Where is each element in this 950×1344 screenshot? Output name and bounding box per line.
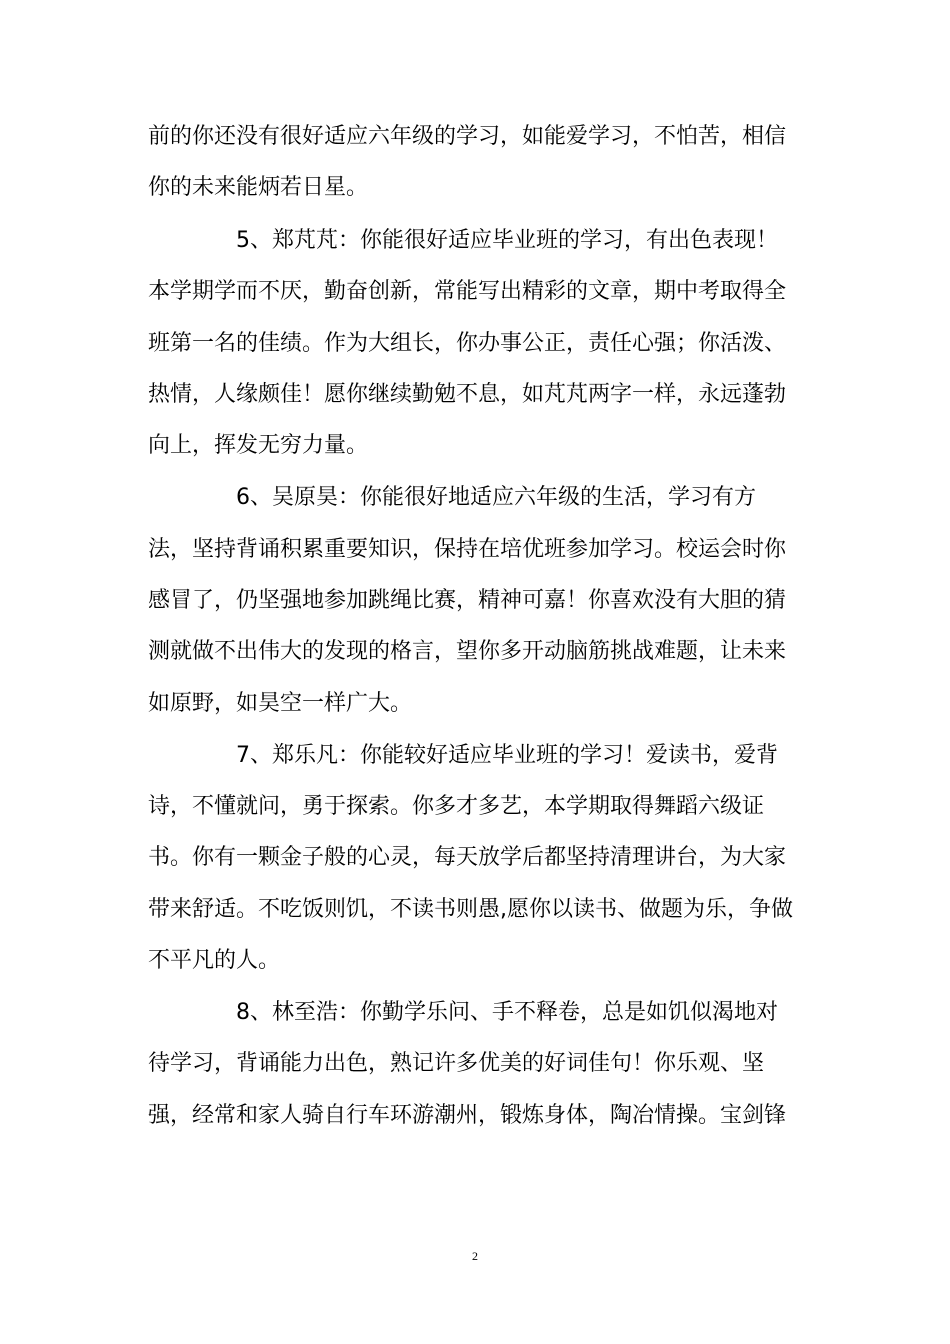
- page-number: 2: [472, 1249, 478, 1263]
- text-line: 待学习，背诵能力出色，熟记许多优美的好词佳句！你乐观、坚: [148, 1051, 765, 1076]
- text-line: 向上，挥发无穷力量。: [148, 433, 369, 458]
- text-line: 带来舒适。不吃饭则饥，不读书则愚,愿你以读书、做题为乐，争做: [148, 897, 793, 922]
- text-line: 感冒了，仍坚强地参加跳绳比赛，精神可嘉！你喜欢没有大胆的猜: [148, 588, 787, 613]
- text-line: 书。你有一颗金子般的心灵，每天放学后都坚持清理讲台，为大家: [148, 845, 787, 870]
- paragraph-6-first-line: 6、吴原昊：你能很好地适应六年级的生活，学习有方: [236, 485, 756, 510]
- text-line: 本学期学而不厌，勤奋创新，常能写出精彩的文章，期中考取得全: [148, 279, 787, 304]
- paragraph-8-first-line: 8、林至浩：你勤学乐问、手不释卷，总是如饥似渴地对: [236, 1000, 778, 1025]
- text-line: 如原野，如昊空一样广大。: [148, 691, 413, 716]
- text-line: 前的你还没有很好适应六年级的学习，如能爱学习，不怕苦，相信: [148, 124, 787, 149]
- paragraph-5-first-line: 5、郑芃芃：你能很好适应毕业班的学习，有出色表现！: [236, 228, 778, 253]
- text-line: 班第一名的佳绩。作为大组长，你办事公正，责任心强；你活泼、: [148, 331, 787, 356]
- text-line: 热情，人缘颇佳！愿你继续勤勉不息，如芃芃两字一样，永远蓬勃: [148, 382, 787, 407]
- text-line: 法，坚持背诵积累重要知识，保持在培优班参加学习。校运会时你: [148, 537, 787, 562]
- paragraph-7-first-line: 7、郑乐凡：你能较好适应毕业班的学习！爱读书，爱背: [236, 743, 778, 768]
- text-line: 强，经常和家人骑自行车环游潮州，锻炼身体，陶冶情操。宝剑锋: [148, 1103, 787, 1128]
- text-line: 不平凡的人。: [148, 948, 281, 973]
- text-line: 诗，不懂就问，勇于探索。你多才多艺，本学期取得舞蹈六级证: [148, 794, 765, 819]
- text-line: 测就做不出伟大的发现的格言，望你多开动脑筋挑战难题，让未来: [148, 639, 787, 664]
- text-line: 你的未来能炳若日星。: [148, 175, 369, 200]
